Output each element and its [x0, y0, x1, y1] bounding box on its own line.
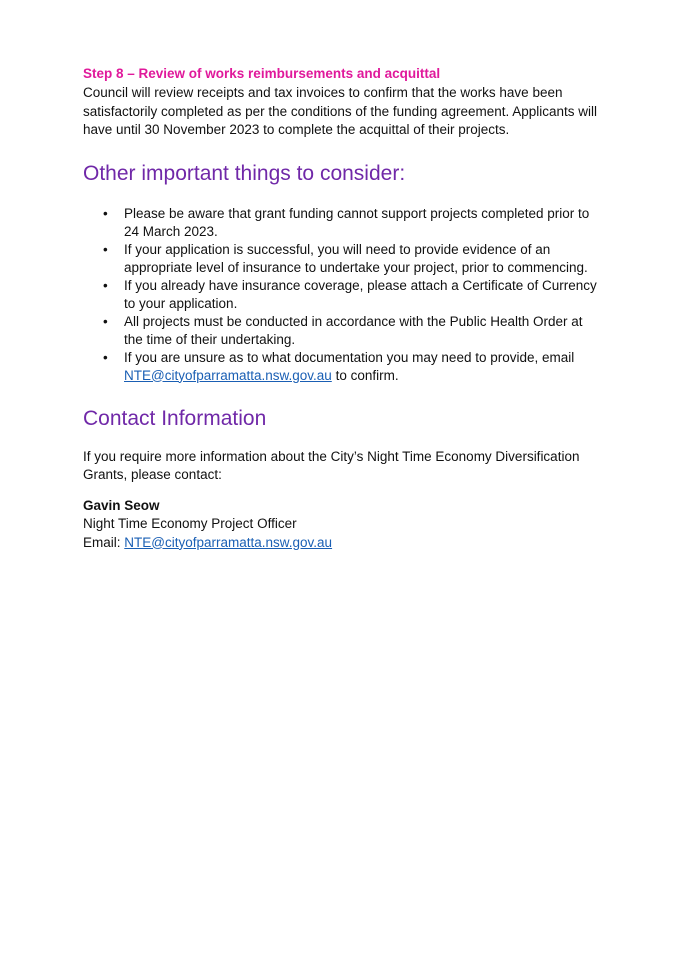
step-8-body: Council will review receipts and tax invoices to confirm that the works have been satisfactorily completed as per the conditions of the funding agreement. Applicants will have until 30 November 2023 to complete the acquittal of their projects. — [83, 85, 598, 137]
contact-email-label: Email: — [83, 534, 121, 550]
considerations-title: Other important things to consider: — [83, 161, 406, 185]
bullet-icon: • — [103, 277, 108, 293]
contact-role: Night Time Economy Project Officer — [83, 516, 297, 531]
bullet-icon: • — [103, 241, 108, 257]
bullet-icon: • — [103, 205, 108, 221]
list-item-text: Please be aware that grant funding cannot support projects completed prior to 24 March 2023. — [124, 205, 590, 239]
bullet-icon: • — [103, 349, 108, 365]
list-item-text: If your application is successful, you will need to provide evidence of an appropriate level of insurance to undertake your project, prior to commencing. — [124, 241, 588, 275]
list-item-text: All projects must be conducted in accordance with the Public Health Order at the time of their undertaking. — [124, 313, 583, 347]
considerations-list — [83, 205, 603, 385]
contact-title: Contact Information — [83, 406, 267, 430]
contact-email-line — [83, 534, 603, 553]
list-item — [83, 277, 603, 313]
contact-email-link[interactable]: NTE@cityofparramatta.nsw.gov.au — [124, 534, 333, 550]
list-item-suffix: to confirm. — [335, 367, 399, 383]
page-content — [83, 64, 603, 552]
list-item — [83, 205, 603, 241]
contact-name: Gavin Seow — [83, 497, 160, 513]
list-item — [83, 241, 603, 277]
list-item-text: If you are unsure as to what documentation you may need to provide, email — [124, 349, 575, 365]
list-item — [83, 313, 603, 349]
step-8-heading: Step 8 – Review of works reimbursements and acquittal — [83, 66, 441, 81]
list-item-text: If you already have insurance coverage, please attach a Certificate of Currency to your application. — [124, 277, 597, 311]
considerations-email-link[interactable]: NTE@cityofparramatta.nsw.gov.au — [124, 367, 332, 383]
bullet-icon: • — [103, 313, 108, 329]
contact-intro: If you require more information about the City’s Night Time Economy Diversification Grants, please contact: — [83, 448, 580, 482]
list-item — [83, 349, 603, 385]
